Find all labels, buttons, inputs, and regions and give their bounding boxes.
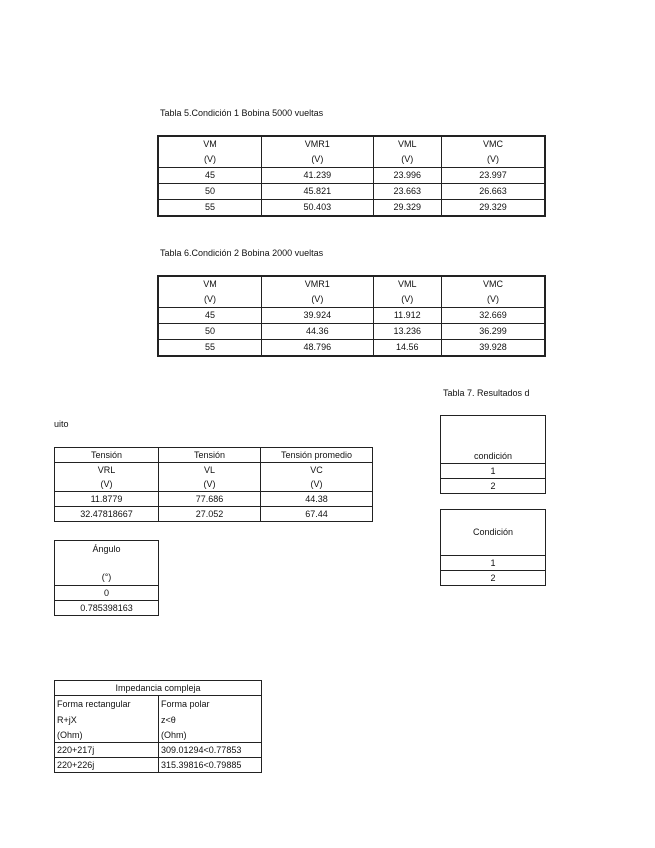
impedance-cell: 315.39816<0.79885 — [159, 758, 262, 773]
tension-header: Tensión — [55, 448, 159, 463]
table-row — [55, 758, 262, 773]
tension-cell: 44.38 — [261, 492, 373, 507]
table5-unit: (V) — [262, 152, 374, 168]
table-row — [158, 184, 545, 200]
table-row — [441, 556, 546, 571]
fragment-text: uito — [54, 419, 69, 429]
table6-cell: 45 — [158, 308, 262, 324]
angle-cell: 0 — [55, 586, 159, 601]
table6-cell: 39.924 — [262, 308, 374, 324]
table-row — [55, 586, 159, 601]
impedance-title: Impedancia compleja — [55, 681, 262, 696]
table-row — [55, 743, 262, 758]
impedance-col1-formula: R+jX — [55, 712, 159, 728]
tension-subheader: VC — [261, 463, 373, 478]
table-row — [158, 308, 545, 324]
table-row — [441, 464, 546, 479]
table5-cell: 45.821 — [262, 184, 374, 200]
table6-header-vm: VM — [158, 276, 262, 292]
table5 — [157, 135, 546, 217]
table6-header-vml: VML — [373, 276, 441, 292]
table5-header-vmr1: VMR1 — [262, 136, 374, 152]
tension-cell: 32.47818667 — [55, 507, 159, 522]
condicion-table-2 — [440, 509, 546, 586]
table6-unit: (V) — [373, 292, 441, 308]
table6-unit: (V) — [262, 292, 374, 308]
condicion-table-1 — [440, 415, 546, 494]
table5-header-vm: VM — [158, 136, 262, 152]
table6-header-vmr1: VMR1 — [262, 276, 374, 292]
impedance-cell: 220+217j — [55, 743, 159, 758]
angle-cell: 0.785398163 — [55, 601, 159, 616]
table5-cell: 29.329 — [441, 200, 545, 217]
tension-header: Tensión promedio — [261, 448, 373, 463]
table5-cell: 23.663 — [373, 184, 441, 200]
table-row — [55, 507, 373, 522]
table5-cell: 55 — [158, 200, 262, 217]
tension-cell: 67.44 — [261, 507, 373, 522]
table-row — [158, 324, 545, 340]
table6-unit: (V) — [158, 292, 262, 308]
table5-unit: (V) — [373, 152, 441, 168]
impedance-col2-unit: (Ohm) — [159, 728, 262, 743]
impedance-col1-label: Forma rectangular — [55, 696, 159, 713]
impedance-col2-label: Forma polar — [159, 696, 262, 713]
table6-cell: 55 — [158, 340, 262, 357]
condicion-header: condición — [441, 416, 546, 464]
table5-cell: 29.329 — [373, 200, 441, 217]
angle-table — [54, 540, 159, 616]
tension-table — [54, 447, 373, 522]
table5-header-vml: VML — [373, 136, 441, 152]
tension-cell: 11.8779 — [55, 492, 159, 507]
table6-cell: 44.36 — [262, 324, 374, 340]
table6-cell: 13.236 — [373, 324, 441, 340]
impedance-cell: 220+226j — [55, 758, 159, 773]
table6-cell: 11.912 — [373, 308, 441, 324]
table6-cell: 39.928 — [441, 340, 545, 357]
tension-unit: (V) — [55, 477, 159, 492]
table-row — [441, 479, 546, 494]
table6-unit: (V) — [441, 292, 545, 308]
table5-cell: 50 — [158, 184, 262, 200]
table5-caption: Tabla 5.Condición 1 Bobina 5000 vueltas — [160, 108, 324, 118]
table6-cell: 50 — [158, 324, 262, 340]
table-row — [55, 601, 159, 616]
table-row — [55, 492, 373, 507]
tension-subheader: VRL — [55, 463, 159, 478]
condicion-cell: 1 — [441, 556, 546, 571]
table5-cell: 41.239 — [262, 168, 374, 184]
table-row — [158, 168, 545, 184]
table-row — [158, 200, 545, 217]
table5-cell: 45 — [158, 168, 262, 184]
condicion-header: Condición — [441, 510, 546, 556]
impedance-col1-unit: (Ohm) — [55, 728, 159, 743]
table6-cell: 48.796 — [262, 340, 374, 357]
tension-unit: (V) — [261, 477, 373, 492]
table5-unit: (V) — [158, 152, 262, 168]
table6-cell: 32.669 — [441, 308, 545, 324]
condicion-cell: 1 — [441, 464, 546, 479]
tension-subheader: VL — [159, 463, 261, 478]
table-row — [441, 571, 546, 586]
table5-cell: 23.997 — [441, 168, 545, 184]
table6-cell: 14.56 — [373, 340, 441, 357]
tension-unit: (V) — [159, 477, 261, 492]
condicion-cell: 2 — [441, 479, 546, 494]
table5-cell: 50.403 — [262, 200, 374, 217]
tension-cell: 27.052 — [159, 507, 261, 522]
table5-cell: 23.996 — [373, 168, 441, 184]
table6 — [157, 275, 546, 357]
table7-caption: Tabla 7. Resultados d — [443, 388, 530, 398]
condicion-cell: 2 — [441, 571, 546, 586]
impedance-cell: 309.01294<0.77853 — [159, 743, 262, 758]
table5-cell: 26.663 — [441, 184, 545, 200]
table-row — [158, 340, 545, 357]
angle-header: Ángulo — [55, 541, 159, 570]
table6-cell: 36.299 — [441, 324, 545, 340]
table5-unit: (V) — [441, 152, 545, 168]
table5-header-vmc: VMC — [441, 136, 545, 152]
angle-unit: (°) — [55, 569, 159, 586]
impedance-col2-formula: z<θ — [159, 712, 262, 728]
table6-header-vmc: VMC — [441, 276, 545, 292]
tension-header: Tensión — [159, 448, 261, 463]
impedance-table — [54, 680, 262, 773]
tension-cell: 77.686 — [159, 492, 261, 507]
table6-caption: Tabla 6.Condición 2 Bobina 2000 vueltas — [160, 248, 324, 258]
